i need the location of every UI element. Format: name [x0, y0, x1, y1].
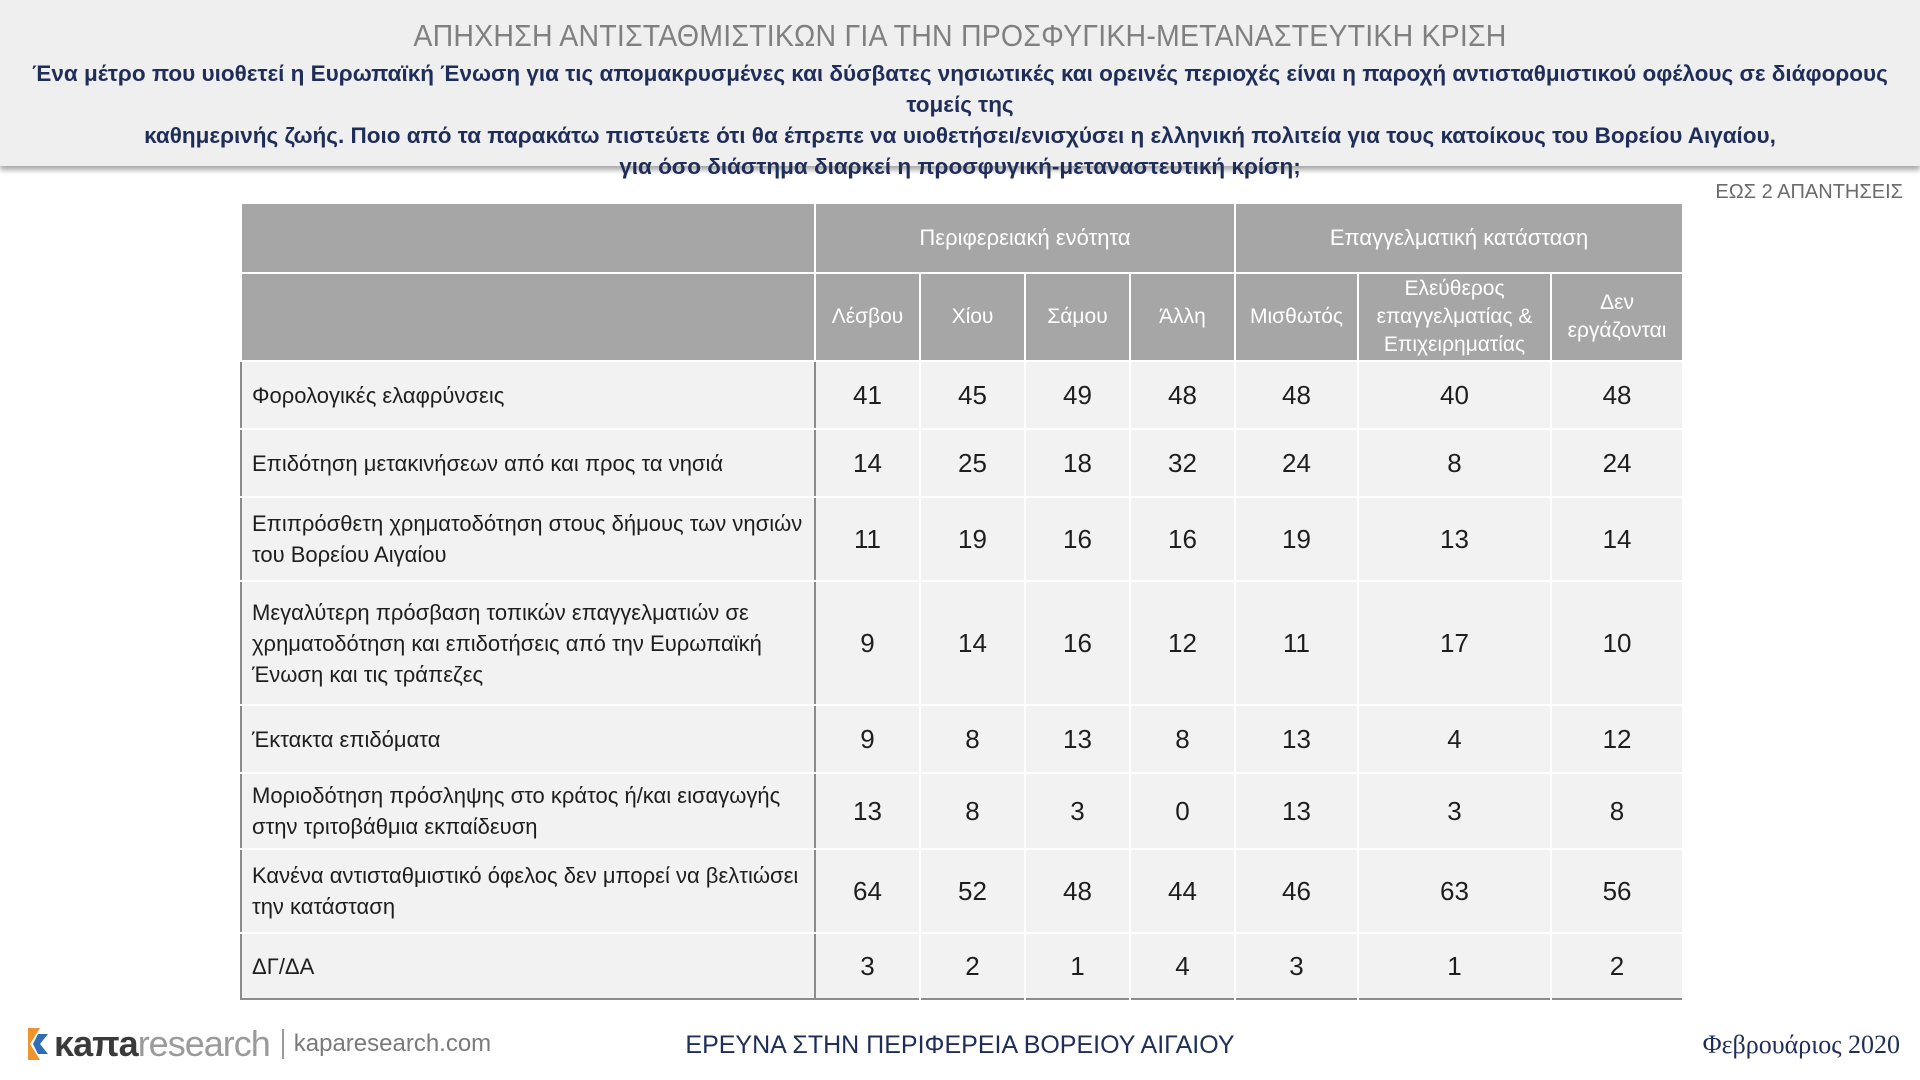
row-label — [241, 849, 815, 933]
table-row — [241, 581, 1683, 705]
table-row — [241, 773, 1683, 849]
answers-note: ΕΩΣ 2 ΑΠΑΝΤΗΣΕΙΣ — [1715, 181, 1903, 203]
value-cell: 16 — [1025, 497, 1130, 581]
value-cell: 44 — [1130, 849, 1235, 933]
value-cell: 18 — [1025, 429, 1130, 497]
column-header-line: Χίου — [951, 305, 994, 328]
value-cell: 48 — [1235, 361, 1358, 429]
row-label — [241, 705, 815, 773]
row-label-line: Μεγαλύτερη πρόσβαση τοπικών επαγγελματιών σε — [252, 599, 749, 625]
value-cell: 63 — [1358, 849, 1551, 933]
slide-title: ΑΠΗΧΗΣΗ ΑΝΤΙΣΤΑΘΜΙΣΤΙΚΩΝ ΓΙΑ ΤΗΝ ΠΡΟΣΦΥΓΙΚΗ-ΜΕΤΑΝΑΣΤΕΥΤΙΚΗ ΚΡΙΣΗ — [413, 18, 1507, 53]
group-header-row — [241, 203, 1683, 273]
value-cell: 8 — [1551, 773, 1683, 849]
column-header — [815, 273, 920, 361]
column-header — [1025, 273, 1130, 361]
value-cell: 48 — [1025, 849, 1130, 933]
value-cell: 46 — [1235, 849, 1358, 933]
value-cell: 0 — [1130, 773, 1235, 849]
column-header — [1551, 273, 1683, 361]
logo-wordmark-light: research — [137, 1023, 270, 1064]
value-cell: 14 — [815, 429, 920, 497]
value-cell: 32 — [1130, 429, 1235, 497]
results-table — [240, 202, 1684, 1000]
row-label-line: στην τριτοβάθμια εκπαίδευση — [252, 814, 538, 839]
value-cell: 4 — [1130, 933, 1235, 999]
value-cell: 1 — [1025, 933, 1130, 999]
value-cell: 14 — [1551, 497, 1683, 581]
column-header-line: Δεν — [1600, 291, 1634, 314]
website-link[interactable]: kaparesearch.com — [293, 1030, 492, 1057]
row-label — [241, 429, 815, 497]
survey-name: ΕΡΕΥΝΑ ΣΤΗΝ ΠΕΡΙΦΕΡΕΙΑ ΒΟΡΕΙΟΥ ΑΙΓΑΙΟΥ — [685, 1031, 1235, 1059]
table-body — [241, 361, 1683, 999]
row-label-line: Επιπρόσθετη χρηματοδότηση στους δήμους των νησιών — [252, 511, 803, 536]
value-cell: 8 — [1130, 705, 1235, 773]
value-cell: 48 — [1130, 361, 1235, 429]
corner-cell — [241, 203, 815, 273]
table-row — [241, 361, 1683, 429]
row-label — [241, 497, 815, 581]
value-cell: 13 — [1358, 497, 1551, 581]
value-cell: 1 — [1358, 933, 1551, 999]
value-cell: 3 — [1358, 773, 1551, 849]
row-label-line: Επιδότηση μετακινήσεων από και προς τα νησιά — [252, 450, 724, 476]
value-cell: 8 — [920, 705, 1025, 773]
value-cell: 8 — [920, 773, 1025, 849]
value-cell: 24 — [1551, 429, 1683, 497]
column-header — [920, 273, 1025, 361]
column-header — [1130, 273, 1235, 361]
value-cell: 13 — [815, 773, 920, 849]
question-line-2: καθημερινής ζωής. Ποιο από τα παρακάτω πιστεύετε ότι θα έπρεπε να υιοθετήσει/ενισχύσει η ελληνική πολιτεία για τους κατοίκους του Βορείου Αιγαίου, — [144, 123, 1776, 148]
row-label-line: Μοριοδότηση πρόσληψης στο κράτος ή/και εισαγωγής — [252, 783, 781, 808]
survey-date: Φεβρουάριος 2020 — [1702, 1030, 1900, 1059]
row-label-line: Ένωση και τις τράπεζες — [252, 661, 484, 687]
column-header — [1358, 273, 1551, 361]
value-cell: 16 — [1025, 581, 1130, 705]
value-cell: 8 — [1358, 429, 1551, 497]
value-cell: 11 — [815, 497, 920, 581]
row-label-line: χρηματοδότηση και επιδοτήσεις από την Ευρωπαϊκή — [252, 630, 762, 656]
row-label-line: Κανένα αντισταθμιστικό όφελος δεν μπορεί να βελτιώσει — [252, 863, 799, 888]
column-header — [1235, 273, 1358, 361]
value-cell: 16 — [1130, 497, 1235, 581]
table-row — [241, 429, 1683, 497]
group-header-employment: Επαγγελματική κατάσταση — [1235, 203, 1683, 273]
value-cell: 19 — [1235, 497, 1358, 581]
value-cell: 3 — [1235, 933, 1358, 999]
value-cell: 13 — [1025, 705, 1130, 773]
column-header-line: επαγγελματίας & — [1376, 305, 1533, 328]
value-cell: 2 — [1551, 933, 1683, 999]
column-header-line: εργάζονται — [1567, 319, 1667, 342]
column-header-line: Επιχειρηματίας — [1383, 333, 1526, 356]
column-header-line: Άλλη — [1159, 305, 1206, 328]
group-header-region: Περιφερειακή ενότητα — [815, 203, 1235, 273]
column-header-line: Σάμου — [1047, 305, 1108, 328]
value-cell: 10 — [1551, 581, 1683, 705]
row-label — [241, 773, 815, 849]
value-cell: 3 — [1025, 773, 1130, 849]
value-cell: 41 — [815, 361, 920, 429]
table-row — [241, 705, 1683, 773]
value-cell: 4 — [1358, 705, 1551, 773]
row-label — [241, 581, 815, 705]
column-header-line: Μισθωτός — [1250, 305, 1344, 328]
row-label — [241, 933, 815, 999]
row-label-line: Έκτακτα επιδόματα — [252, 726, 441, 752]
value-cell: 13 — [1235, 773, 1358, 849]
value-cell: 49 — [1025, 361, 1130, 429]
row-label-line: ΔΓ/ΔΑ — [252, 953, 315, 979]
table-row — [241, 849, 1683, 933]
column-header-line: Ελεύθερος — [1404, 277, 1505, 300]
corner-cell — [241, 273, 815, 361]
value-cell: 19 — [920, 497, 1025, 581]
value-cell: 12 — [1551, 705, 1683, 773]
value-cell: 9 — [815, 581, 920, 705]
question-line-3: για όσο διάστημα διαρκεί η προσφυγική-μεταναστευτική κρίση; — [619, 154, 1301, 179]
table-row — [241, 933, 1683, 999]
value-cell: 3 — [815, 933, 920, 999]
table-row — [241, 497, 1683, 581]
survey-question — [14, 58, 1906, 182]
value-cell: 9 — [815, 705, 920, 773]
column-header-row — [241, 273, 1683, 361]
row-label-line: την κατάσταση — [252, 894, 396, 919]
value-cell: 14 — [920, 581, 1025, 705]
value-cell: 17 — [1358, 581, 1551, 705]
row-label-line: του Βορείου Αιγαίου — [252, 542, 447, 567]
value-cell: 45 — [920, 361, 1025, 429]
value-cell: 24 — [1235, 429, 1358, 497]
value-cell: 40 — [1358, 361, 1551, 429]
logo-wordmark-bold: κaπa — [54, 1023, 138, 1064]
value-cell: 25 — [920, 429, 1025, 497]
value-cell: 12 — [1130, 581, 1235, 705]
column-header-line: Λέσβου — [831, 305, 904, 328]
value-cell: 64 — [815, 849, 920, 933]
value-cell: 48 — [1551, 361, 1683, 429]
value-cell: 13 — [1235, 705, 1358, 773]
row-label — [241, 361, 815, 429]
row-label-line: Φορολογικές ελαφρύνσεις — [252, 382, 505, 408]
value-cell: 56 — [1551, 849, 1683, 933]
value-cell: 2 — [920, 933, 1025, 999]
value-cell: 52 — [920, 849, 1025, 933]
question-line-1: Ένα μέτρο που υιοθετεί η Ευρωπαϊκή Ένωση για τις απομακρυσμένες και δύσβατες νησιωτικές και ορεινές περιοχές είναι η παροχή αντισταθμιστικού οφέλους σε διάφορους τομείς της — [32, 61, 1888, 117]
header-banner — [0, 0, 1920, 179]
value-cell: 11 — [1235, 581, 1358, 705]
